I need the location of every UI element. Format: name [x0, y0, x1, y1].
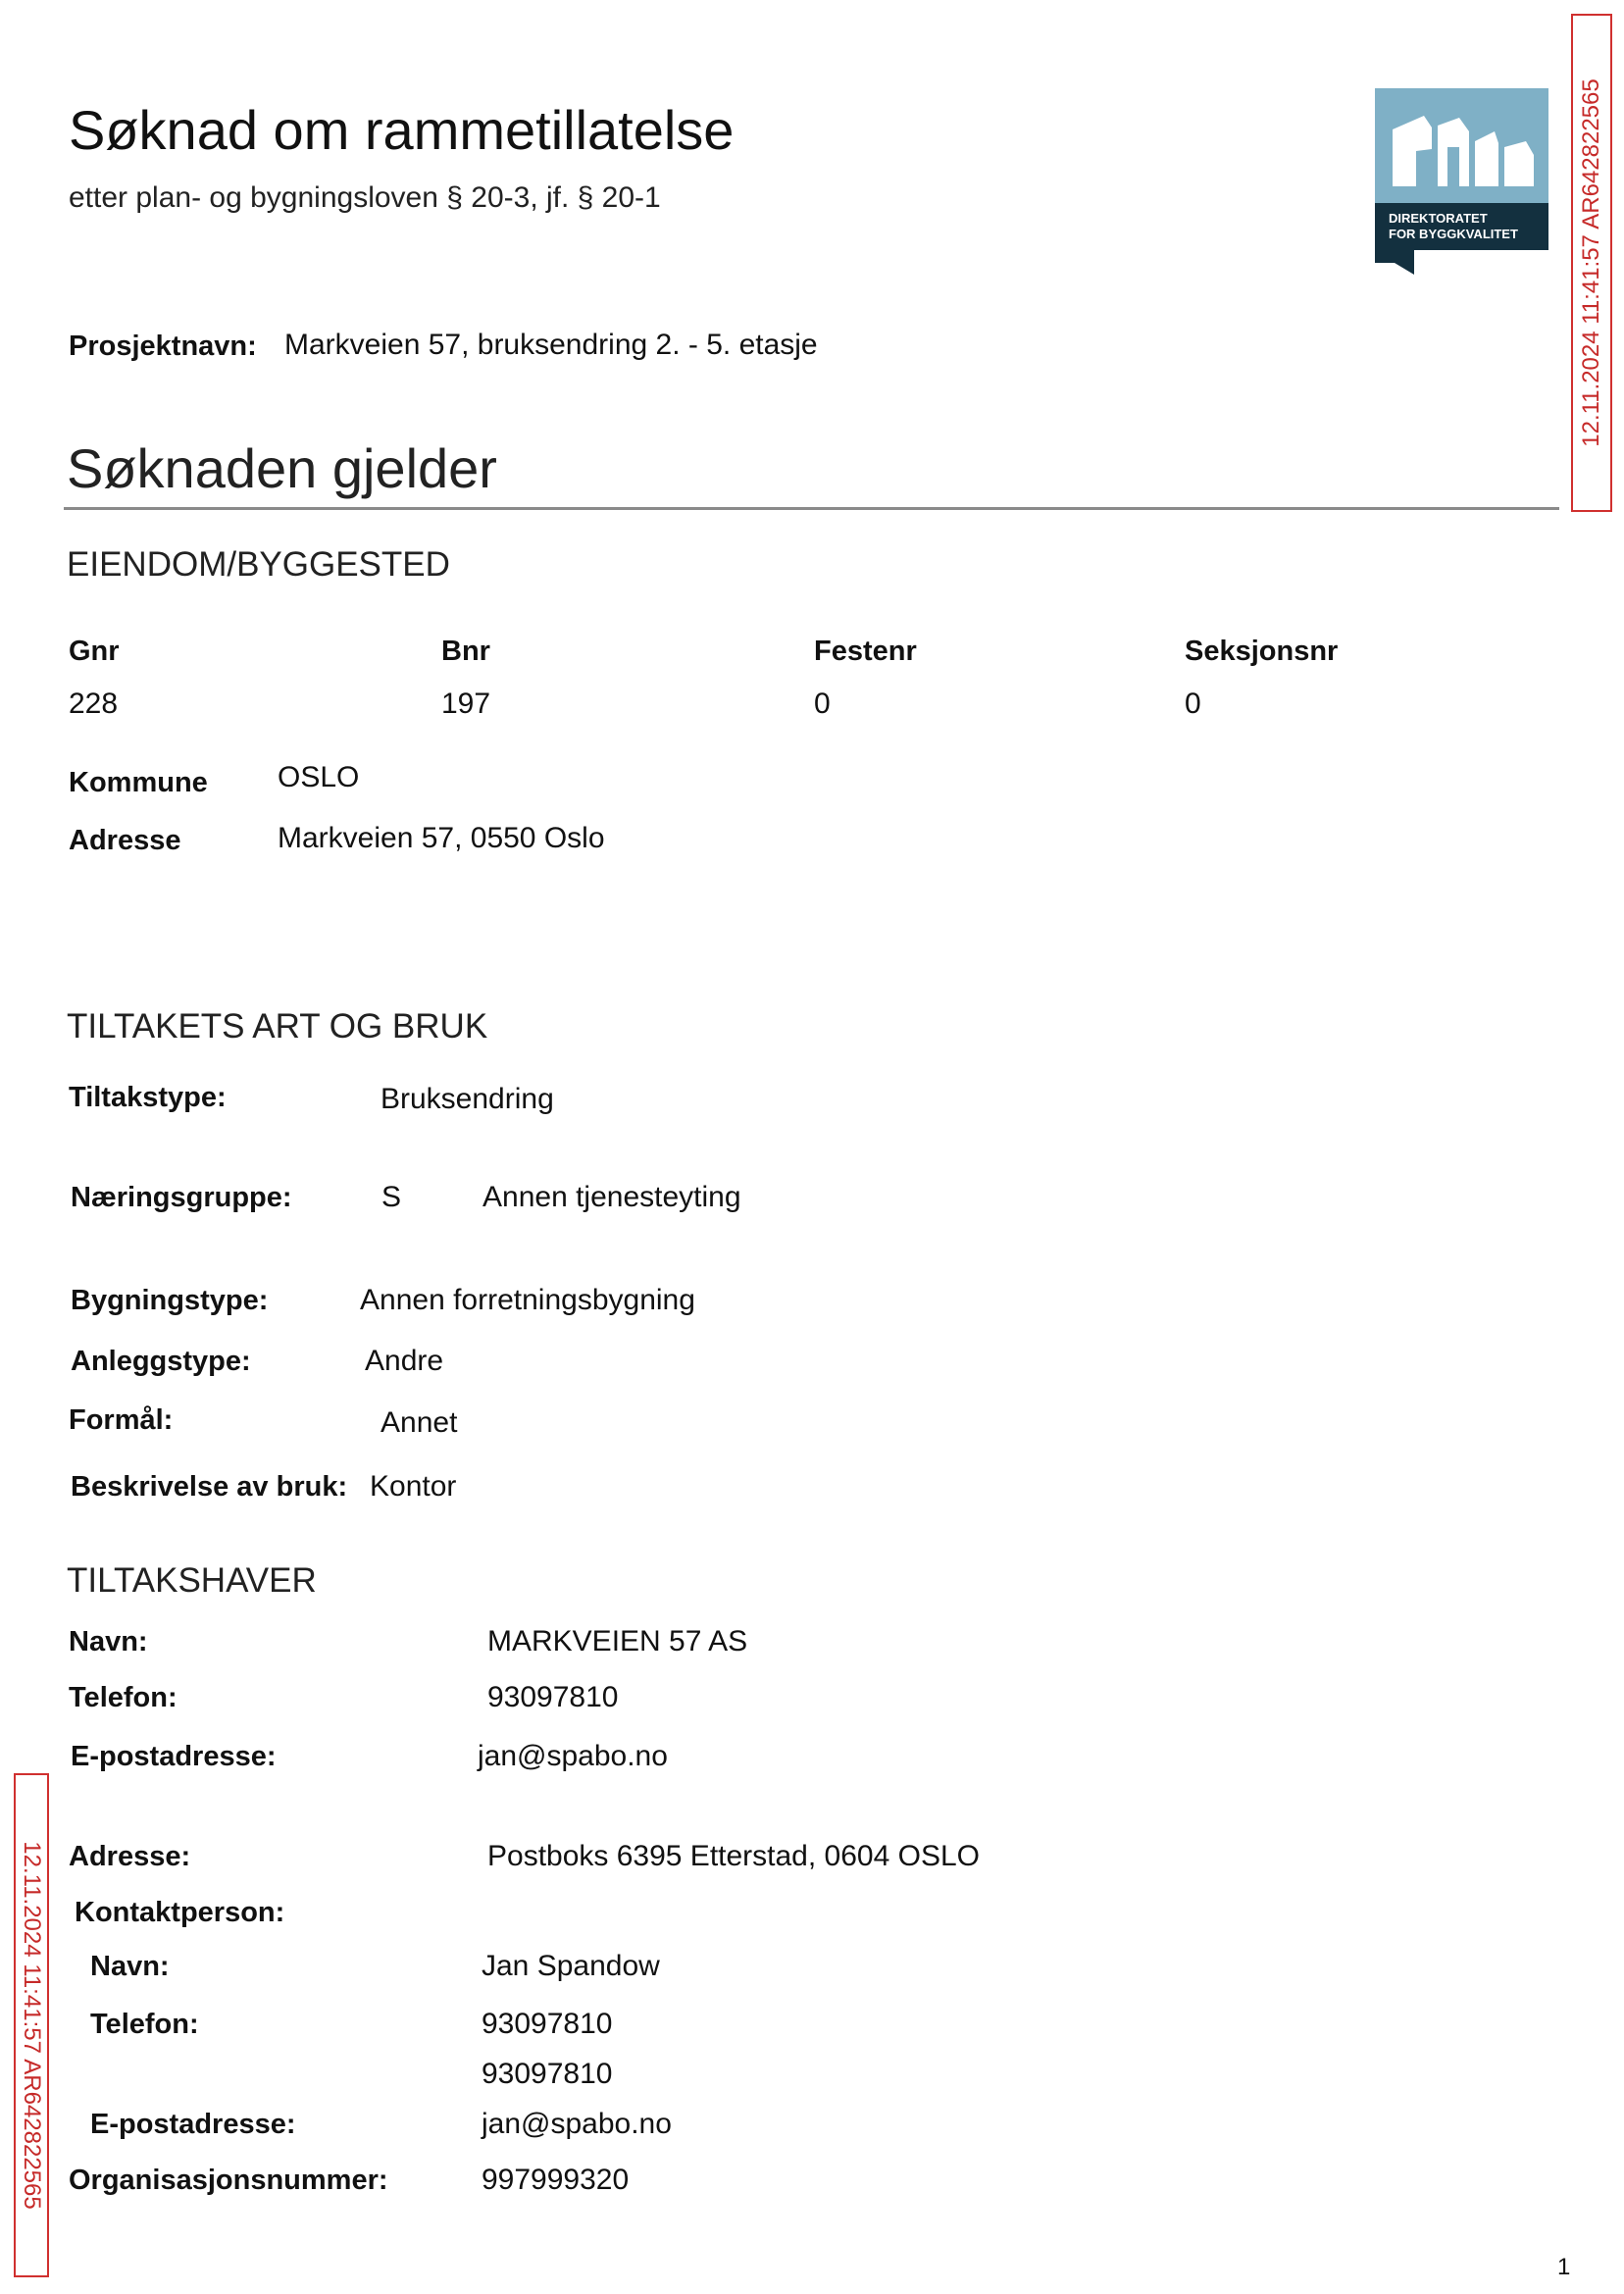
project-name-value: Markveien 57, bruksendring 2. - 5. etasje	[284, 329, 818, 361]
project-name-label: Prosjektnavn:	[69, 331, 257, 362]
telefon-label: Telefon:	[69, 1682, 178, 1713]
stamp-text: 12.11.2024 11:41:57 AR642822565	[1578, 78, 1604, 447]
bnr-value: 197	[441, 688, 491, 720]
document-title: Søknad om rammetillatelse	[69, 99, 735, 161]
adresse-value: Postboks 6395 Etterstad, 0604 OSLO	[487, 1840, 980, 1872]
tiltakstype-value: Bruksendring	[381, 1083, 554, 1115]
adresse-label: Adresse:	[69, 1841, 191, 1872]
kp-telefon-label: Telefon:	[90, 2009, 199, 2040]
bygningstype-label: Bygningstype:	[71, 1285, 269, 1316]
naeringsgruppe-code: S	[381, 1181, 402, 1213]
tiltakstype-label: Tiltakstype:	[69, 1082, 227, 1113]
bnr-label: Bnr	[441, 636, 490, 667]
eiendom-heading: EIENDOM/BYGGESTED	[67, 545, 450, 584]
logo-text-line1: DIREKTORATET	[1389, 211, 1488, 226]
naeringsgruppe-label: Næringsgruppe:	[71, 1182, 292, 1213]
kp-epost-label: E-postadresse:	[90, 2109, 296, 2140]
adresse-label: Adresse	[69, 825, 181, 856]
adresse-value: Markveien 57, 0550 Oslo	[278, 822, 605, 854]
document-subtitle: etter plan- og bygningsloven § 20-3, jf. § 20-1	[69, 181, 661, 214]
navn-value: MARKVEIEN 57 AS	[487, 1625, 748, 1657]
festenr-label: Festenr	[814, 636, 917, 667]
divider	[64, 507, 1559, 510]
bygningstype-value: Annen forretningsbygning	[360, 1284, 695, 1316]
telefon-value: 93097810	[487, 1681, 619, 1713]
kp-navn-value: Jan Spandow	[482, 1950, 660, 1982]
kp-telefon-value: 93097810	[482, 2008, 613, 2040]
kontaktperson-label: Kontaktperson:	[75, 1897, 285, 1928]
kp-telefon-value-2: 93097810	[482, 2058, 613, 2090]
kommune-value: OSLO	[278, 761, 360, 793]
orgnr-value: 997999320	[482, 2164, 630, 2196]
anleggstype-value: Andre	[365, 1345, 444, 1377]
kp-navn-label: Navn:	[90, 1951, 170, 1982]
stamp-text: 12.11.2024 11:41:57 AR642822565	[19, 1841, 45, 2210]
kp-epost-value: jan@spabo.no	[482, 2108, 672, 2140]
seksjonsnr-label: Seksjonsnr	[1185, 636, 1339, 667]
beskrivelse-label: Beskrivelse av bruk:	[71, 1471, 348, 1503]
epost-label: E-postadresse:	[71, 1741, 277, 1772]
logo-text-line2: FOR BYGGKVALITET	[1389, 227, 1518, 241]
festenr-value: 0	[814, 688, 831, 720]
kommune-label: Kommune	[69, 767, 208, 798]
page-number: 1	[1557, 2254, 1571, 2280]
beskrivelse-value: Kontor	[370, 1470, 457, 1503]
tiltakshaver-heading: TILTAKSHAVER	[67, 1561, 317, 1600]
orgnr-label: Organisasjonsnummer:	[69, 2165, 388, 2196]
epost-value: jan@spabo.no	[478, 1740, 668, 1772]
dibk-logo	[1375, 88, 1548, 275]
gnr-value: 228	[69, 688, 119, 720]
formal-label: Formål:	[69, 1404, 174, 1436]
logo-flag	[1375, 250, 1414, 275]
section-title-gjelder: Søknaden gjelder	[67, 437, 497, 499]
anleggstype-label: Anleggstype:	[71, 1346, 251, 1377]
navn-label: Navn:	[69, 1626, 148, 1657]
naeringsgruppe-value: Annen tjenesteyting	[482, 1181, 741, 1213]
gnr-label: Gnr	[69, 636, 120, 667]
date-stamp-left	[14, 1773, 49, 2277]
date-stamp-top	[1571, 14, 1612, 512]
seksjonsnr-value: 0	[1185, 688, 1201, 720]
tiltak-heading: TILTAKETS ART OG BRUK	[67, 1007, 488, 1045]
formal-value: Annet	[381, 1406, 458, 1439]
